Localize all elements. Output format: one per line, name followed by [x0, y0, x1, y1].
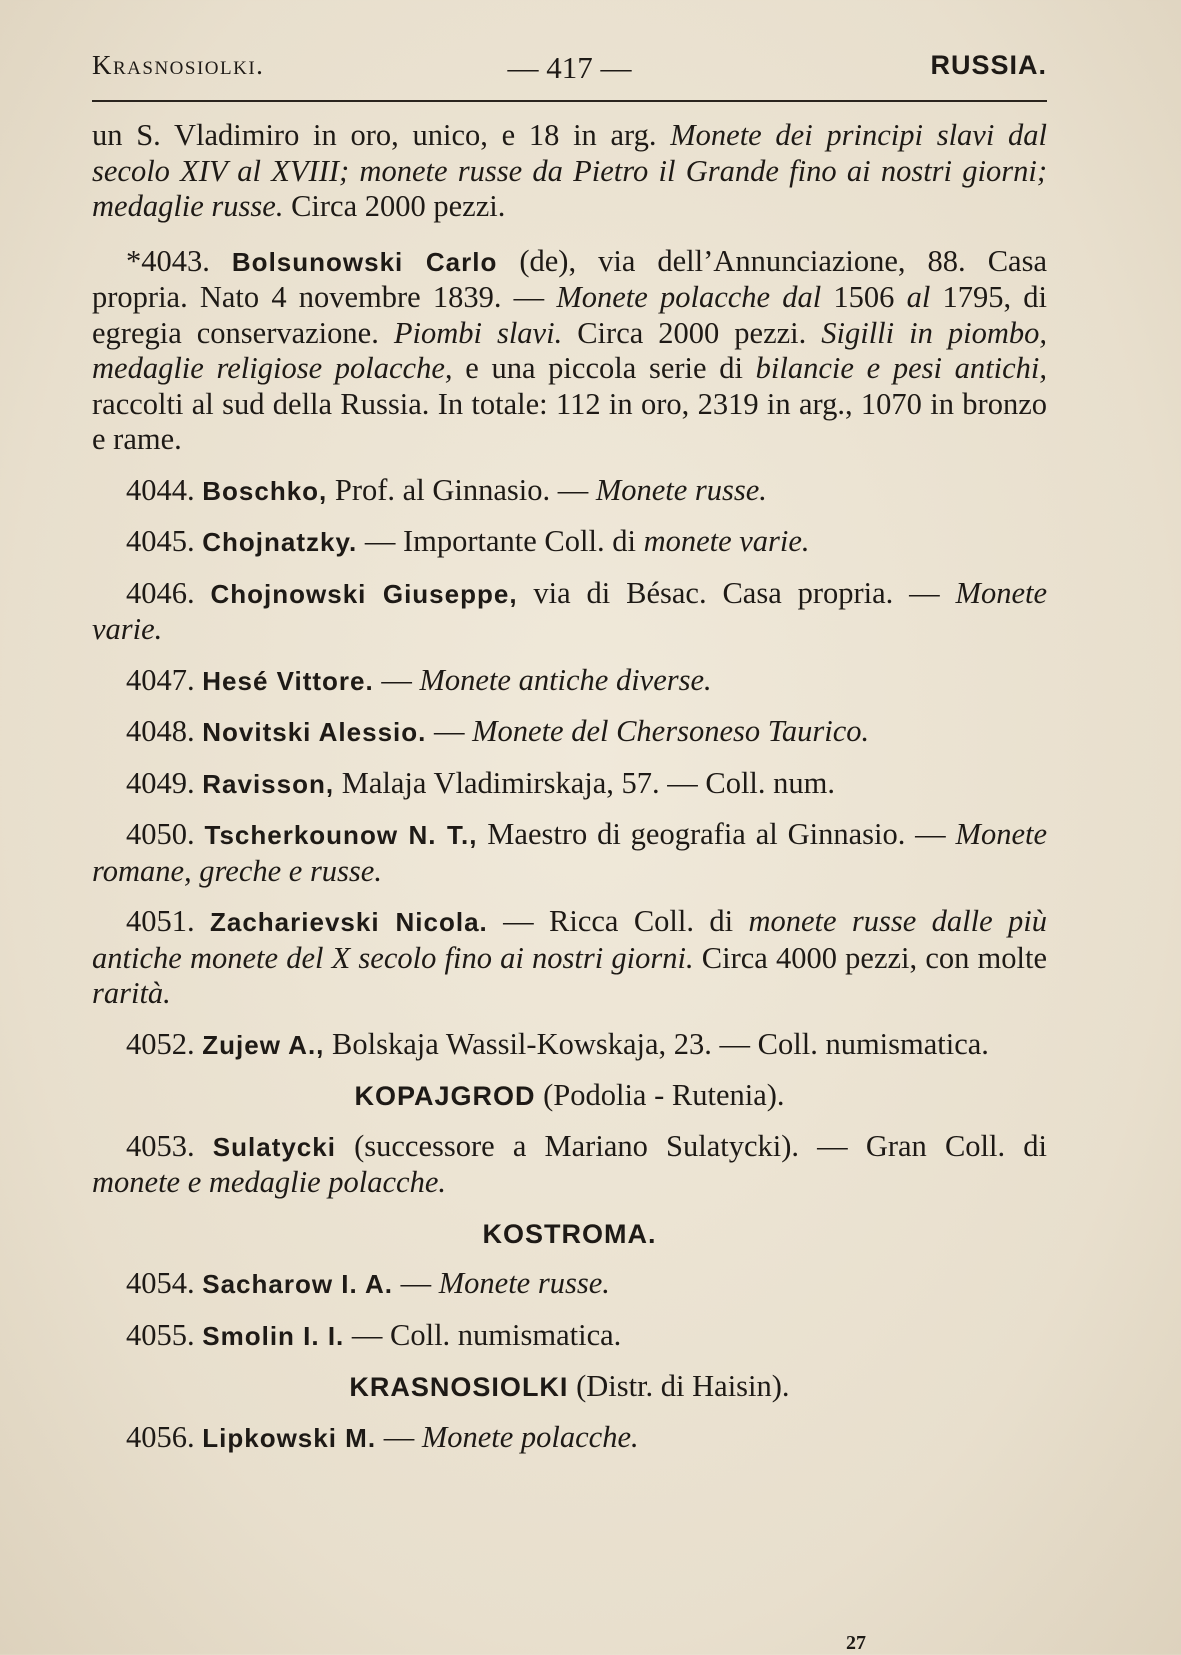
running-head-right: RUSSIA.: [930, 50, 1047, 80]
entry-4049: 4049. Ravisson, Malaja Vladimirskaja, 57. — Coll. num.: [126, 765, 836, 800]
running-head-left: Krasnosiolki.: [92, 50, 265, 80]
entry-4053: 4053. Sulatycki (successore a Mariano Sulatycki). — Gran Coll. di monete e medaglie polacche.: [92, 1128, 1047, 1199]
entry-4054: 4054. Sacharow I. A. — Monete russe.: [126, 1266, 610, 1300]
entry-number: 4054.: [126, 1266, 195, 1300]
entry-name: Tscherkounow N. T.,: [204, 820, 478, 850]
entry-number: 4047.: [126, 662, 195, 697]
place-name: KRASNOSIOLKI: [349, 1372, 569, 1402]
entry-4052: 4052. Zujew A., Bolskaja Wassil-Kowskaja, 23. — Coll. numismatica.: [126, 1026, 989, 1061]
entry-number: 4049.: [126, 765, 195, 800]
header-rule: [92, 100, 1047, 102]
entry-name: Sulatycki: [212, 1131, 336, 1162]
entry-number: 4055.: [126, 1317, 195, 1352]
entry-name: Sacharow I. A.: [202, 1269, 394, 1299]
section-heading-kostroma: [92, 1216, 1047, 1253]
entry-number: 4051.: [126, 904, 195, 938]
signature-mark: 27: [846, 1632, 866, 1654]
entry-number: 4048.: [126, 714, 195, 748]
entry-name: Zujew A.,: [202, 1029, 325, 1060]
entry-number: 4045.: [126, 524, 195, 558]
entry-4050: 4050. Tscherkounow N. T., Maestro di geografia al Ginnasio. — Monete romane, greche e russe.: [92, 817, 1048, 888]
place-name: KOPAJGROD: [354, 1081, 536, 1111]
entry-4051: 4051. Zacharievski Nicola. — Ricca Coll. di monete russe dalle più antiche monete del X secolo fino ai nostri giorni. Circa 4000 pezzi, con molte rarità.: [92, 904, 1047, 1010]
entry-4055: 4055. Smolin I. I. — Coll. numismatica.: [126, 1317, 622, 1352]
entry-number: 4053.: [126, 1128, 195, 1163]
entry-name: Smolin I. I.: [202, 1320, 345, 1351]
place-name: KOSTROMA.: [482, 1218, 657, 1249]
entry-name: Zacharievski Nicola.: [210, 907, 488, 937]
entry-4043: *4043. Bolsunowski Carlo (de), via dell’Annunciazione, 88. Casa propria. Nato 4 novembre 1839. — Monete polacche dal 1506 al 1795, di egregia conservazione. Piombi slavi. Circa 2000 pezzi. Sigilli in piombo, medaglie religiose polacche, e una piccola serie di bilancie e pesi antichi, raccolti al sud della Russia. In totale: 112 in oro, 2319 in arg., 1070 in bronzo e rame.: [92, 243, 1048, 456]
entry-number: 4046.: [126, 575, 195, 610]
section-heading-kopajgrod: KOPAJGROD (Podolia - Rutenia).: [354, 1078, 785, 1112]
page-number: — 417 —: [507, 50, 632, 85]
entry-4045: 4045. Chojnatzky. — Importante Coll. di monete varie.: [126, 524, 810, 558]
entry-4047: 4047. Hesé Vittore. — Monete antiche diverse.: [126, 662, 712, 697]
entry-name: Boschko,: [202, 475, 328, 506]
entry-name: Chojnowski Giuseppe,: [210, 578, 518, 609]
entry-4046: 4046. Chojnowski Giuseppe, via di Bésac. Casa propria. — Monete varie.: [92, 575, 1048, 646]
entry-number: 4052.: [126, 1026, 195, 1061]
entry-number: *4043.: [126, 243, 210, 278]
entry-name: Hesé Vittore.: [202, 665, 374, 696]
entry-name: Lipkowski M.: [202, 1422, 377, 1453]
running-head: [92, 50, 1047, 90]
entry-name: Chojnatzky.: [202, 527, 358, 557]
continued-paragraph: un S. Vladimiro in oro, unico, e 18 in arg. Monete dei principi slavi dal secolo XIV al XVIII; monete russe da Pietro il Grande fino ai nostri giorni; medaglie russe. Circa 2000 pezzi.: [92, 118, 1047, 223]
entry-number: 4044.: [126, 472, 195, 507]
entry-4048: 4048. Novitski Alessio. — Monete del Chersoneso Taurico.: [126, 714, 870, 748]
entry-4044: 4044. Boschko, Prof. al Ginnasio. — Monete russe.: [126, 472, 767, 507]
section-heading-krasnosiolki: KRASNOSIOLKI (Distr. di Haisin).: [349, 1369, 790, 1403]
entry-number: 4050.: [126, 817, 195, 851]
entry-name: Ravisson,: [202, 768, 335, 799]
entry-name: Bolsunowski Carlo: [231, 246, 498, 277]
entry-name: Novitski Alessio.: [202, 717, 427, 747]
page-body: [92, 118, 1047, 1471]
entry-4056: 4056. Lipkowski M. — Monete polacche.: [126, 1419, 639, 1454]
entry-number: 4056.: [126, 1419, 195, 1454]
